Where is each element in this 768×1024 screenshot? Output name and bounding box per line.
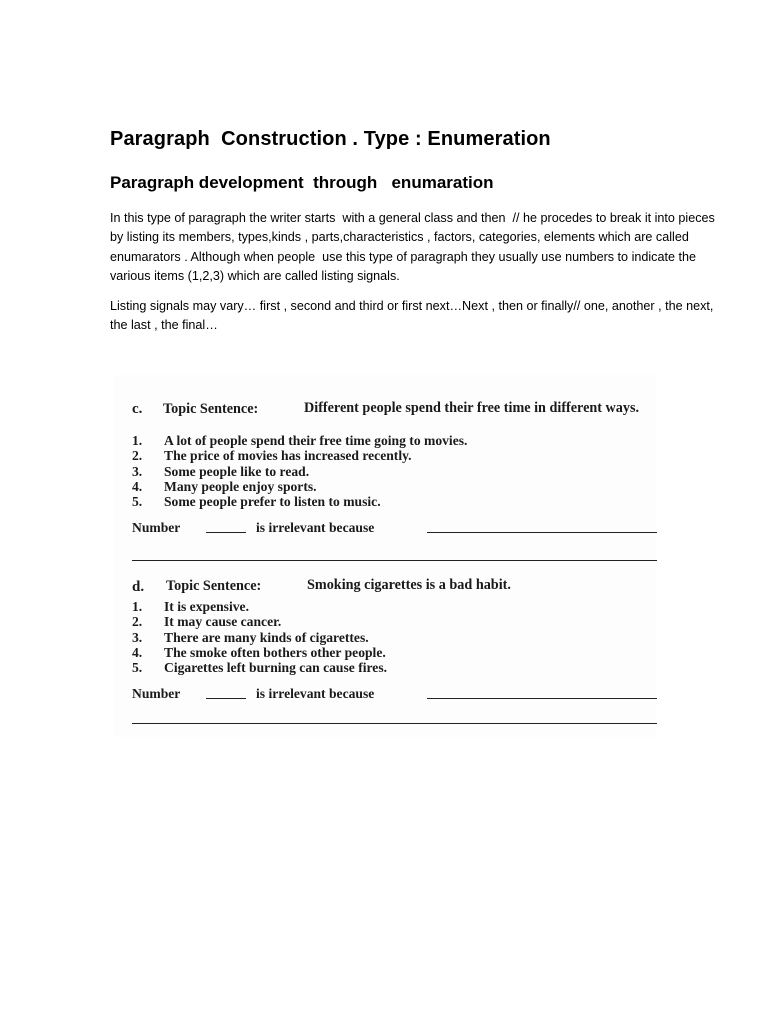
item-number: 1. [132, 599, 143, 614]
item-text: The smoke often bothers other people. [164, 644, 386, 660]
topic-sentence-text: Smoking cigarettes is a bad habit. [307, 577, 511, 593]
answer-label: Number [132, 686, 181, 702]
topic-sentence-row [132, 577, 656, 599]
number-blank-line [206, 532, 246, 533]
sentence-list [132, 599, 656, 675]
item-text: Some people like to read. [164, 463, 310, 479]
page-title: Paragraph Construction . Type : Enumeration [110, 128, 551, 150]
item-text: It may cause cancer. [164, 614, 282, 630]
list-item [132, 645, 656, 660]
exercise-letter: c. [132, 401, 143, 417]
list-item [132, 433, 656, 448]
answer-row [132, 680, 656, 704]
item-number: 3. [132, 629, 143, 645]
sentence-list [132, 433, 656, 509]
reason-blank-line [427, 698, 657, 699]
answer-prompt: is irrelevant because [256, 686, 375, 702]
item-number: 2. [132, 614, 143, 630]
list-item [132, 494, 656, 509]
item-text: Cigarettes left burning can cause fires. [164, 660, 388, 676]
list-item [132, 630, 656, 645]
listing-signals-paragraph: Listing signals may vary… first , second and third or first next…Next , then or finally// one, another , the next, the last , the final… [110, 299, 717, 333]
list-item [132, 599, 656, 614]
topic-sentence-text: Different people spend their free time in different ways. [304, 400, 640, 416]
item-text: There are many kinds of cigarettes. [164, 629, 369, 645]
item-number: 4. [132, 478, 143, 494]
list-item [132, 479, 656, 494]
exercise-letter: d. [132, 579, 145, 595]
item-text: Many people enjoy sports. [164, 478, 317, 494]
list-item [132, 614, 656, 629]
item-text: A lot of people spend their free time going to movies. [164, 433, 468, 448]
exercise-d [132, 577, 656, 704]
answer-continuation-line [132, 723, 657, 724]
item-number: 2. [132, 448, 143, 464]
item-number: 5. [132, 660, 143, 676]
item-text: Some people prefer to listen to music. [164, 494, 381, 510]
answer-label: Number [132, 520, 181, 536]
list-item [132, 660, 656, 675]
item-number: 1. [132, 433, 143, 448]
answer-row [132, 514, 656, 538]
exercise-c [132, 399, 656, 538]
exercise-scan-image [114, 375, 656, 737]
reason-blank-line [427, 532, 657, 533]
item-number: 5. [132, 494, 143, 510]
list-item [132, 448, 656, 463]
item-text: The price of movies has increased recently. [164, 448, 412, 464]
topic-sentence-row [132, 399, 656, 433]
page-subtitle: Paragraph development through enumaration [110, 173, 494, 192]
topic-sentence-label: Topic Sentence: [166, 578, 262, 594]
item-text: It is expensive. [164, 599, 249, 614]
intro-paragraph: In this type of paragraph the writer starts with a general class and then // he procedes to break it into pieces by listing its members, types,kinds , parts,characteristics , factors, categories, elements which are called enumarators . Although when people use this type of paragraph they usually use numbers to indicate the various items (1,2,3) which are called listing signals. [110, 211, 719, 283]
number-blank-line [206, 698, 246, 699]
topic-sentence-label: Topic Sentence: [163, 401, 259, 417]
answer-prompt: is irrelevant because [256, 520, 375, 536]
list-item [132, 464, 656, 479]
item-number: 4. [132, 644, 143, 660]
answer-continuation-line [132, 560, 657, 561]
item-number: 3. [132, 463, 143, 479]
